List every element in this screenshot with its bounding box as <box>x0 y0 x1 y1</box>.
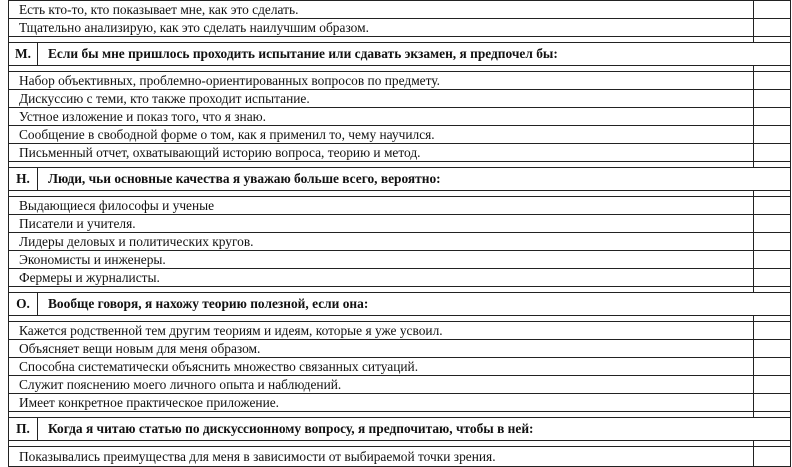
question-cell <box>9 168 791 191</box>
answer-text: Служит пояснению моего личного опыта и наблюдений. <box>9 376 754 394</box>
answer-box[interactable] <box>754 340 791 358</box>
answer-row <box>9 376 791 394</box>
answer-box[interactable] <box>754 358 791 376</box>
answer-box[interactable] <box>754 394 791 412</box>
question-row-o <box>9 293 791 316</box>
answer-text: Имеет конкретное практическое приложение. <box>9 394 754 412</box>
answer-row <box>9 144 791 162</box>
answer-row <box>9 251 791 269</box>
question-row-p <box>9 418 791 441</box>
answer-box[interactable] <box>754 197 791 215</box>
answer-text: Объясняет вещи новым для меня образом. <box>9 340 754 358</box>
answer-row <box>9 358 791 376</box>
answer-text: Сообщение в свободной форме о том, как я применил то, чему научился. <box>9 126 754 144</box>
question-text: Когда я читаю статью по дискуссионному вопросу, я предпочитаю, чтобы в ней: <box>48 421 534 436</box>
answer-row <box>9 394 791 412</box>
question-letter: П. <box>9 418 38 440</box>
answer-box[interactable] <box>754 126 791 144</box>
answer-row <box>9 233 791 251</box>
answer-box[interactable] <box>754 215 791 233</box>
answer-text: Показывались преимущества для меня в зависимости от выбираемой точки зрения. <box>9 447 754 467</box>
answer-text: Экономисты и инженеры. <box>9 251 754 269</box>
answer-text: Фермеры и журналисты. <box>9 269 754 287</box>
question-text: Если бы мне пришлось проходить испытание или сдавать экзамен, я предпочел бы: <box>48 46 558 61</box>
answer-text: Набор объективных, проблемно-ориентированных вопросов по предмету. <box>9 72 754 90</box>
answer-row <box>9 340 791 358</box>
answer-box[interactable] <box>754 322 791 340</box>
answer-row <box>9 322 791 340</box>
answer-box[interactable] <box>754 108 791 126</box>
answer-text: Писатели и учителя. <box>9 215 754 233</box>
answer-text: Письменный отчет, охватывающий историю вопроса, теорию и метод. <box>9 144 754 162</box>
answer-row <box>9 269 791 287</box>
answer-row <box>9 197 791 215</box>
answer-text: Тщательно анализирую, как это сделать наилучшим образом. <box>9 19 754 37</box>
answer-text: Кажется родственной тем другим теориям и идеям, которые я уже усвоил. <box>9 322 754 340</box>
answer-box[interactable] <box>754 233 791 251</box>
answer-text: Есть кто-то, кто показывает мне, как это сделать. <box>9 1 754 19</box>
question-row-n <box>9 168 791 191</box>
answer-text: Выдающиеся философы и ученые <box>9 197 754 215</box>
question-cell <box>9 43 791 66</box>
question-row-m <box>9 43 791 66</box>
answer-text: Лидеры деловых и политических кругов. <box>9 233 754 251</box>
answer-box[interactable] <box>754 1 791 19</box>
question-cell <box>9 418 791 441</box>
answer-box[interactable] <box>754 251 791 269</box>
answer-row <box>9 108 791 126</box>
answer-box[interactable] <box>754 144 791 162</box>
question-text: Вообще говоря, я нахожу теорию полезной, если она: <box>48 296 369 311</box>
answer-text: Способна систематически объяснить множество связанных ситуаций. <box>9 358 754 376</box>
answer-row <box>9 126 791 144</box>
question-letter: Н. <box>9 168 38 190</box>
answer-box[interactable] <box>754 72 791 90</box>
question-letter: М. <box>9 43 38 65</box>
question-cell <box>9 293 791 316</box>
question-letter: О. <box>9 293 38 315</box>
answer-row <box>9 215 791 233</box>
questionnaire-sheet <box>8 0 790 467</box>
answer-row <box>9 90 791 108</box>
answer-box[interactable] <box>754 90 791 108</box>
answer-box[interactable] <box>754 269 791 287</box>
questionnaire-table <box>8 0 791 467</box>
answer-row <box>9 72 791 90</box>
answer-row <box>9 1 791 19</box>
answer-text: Дискуссию с теми, кто также проходит испытание. <box>9 90 754 108</box>
answer-row <box>9 19 791 37</box>
question-text: Люди, чьи основные качества я уважаю больше всего, вероятно: <box>48 171 441 186</box>
answer-box[interactable] <box>754 19 791 37</box>
answer-box[interactable] <box>754 376 791 394</box>
answer-text: Устное изложение и показ того, что я знаю. <box>9 108 754 126</box>
